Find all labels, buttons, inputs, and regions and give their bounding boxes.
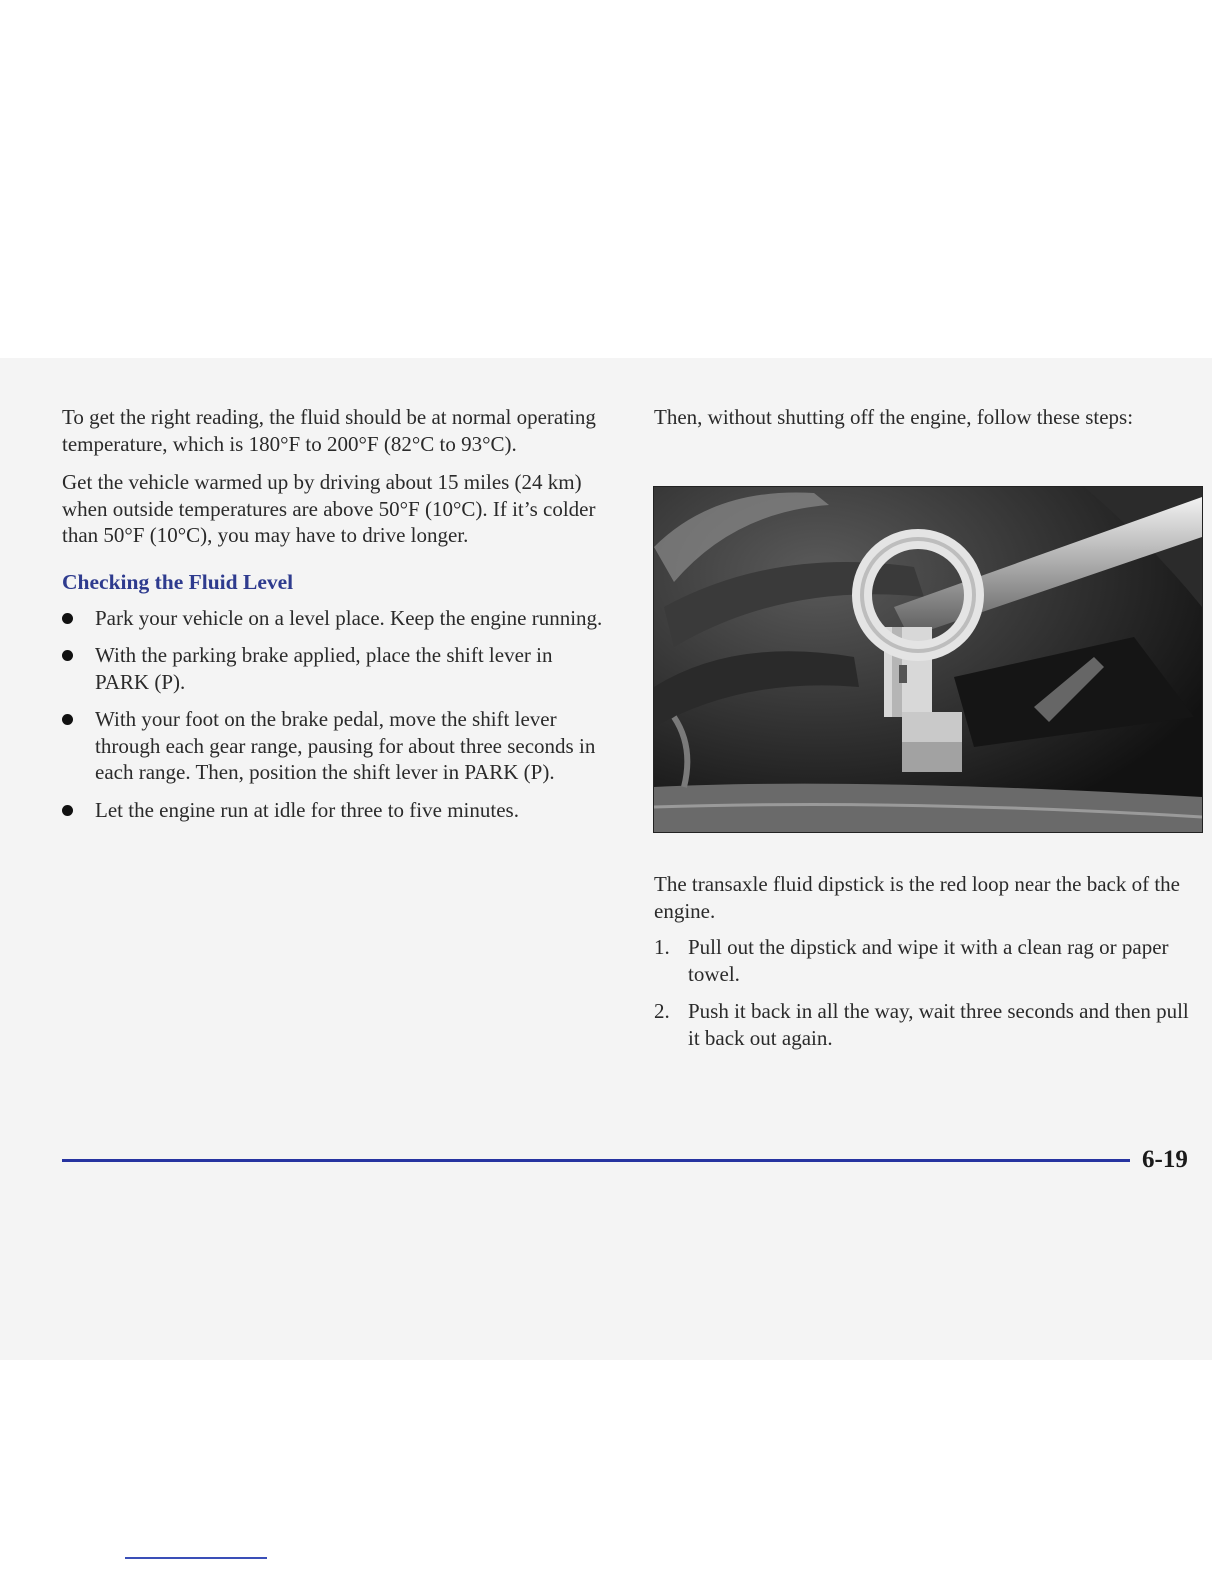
right-column bbox=[654, 404, 1202, 431]
dipstick-steps-list bbox=[654, 934, 1202, 1051]
list-item-text: Pull out the dipstick and wipe it with a clean rag or paper towel. bbox=[688, 935, 1169, 986]
list-item-text: Push it back in all the way, wait three seconds and then pull it back out again. bbox=[688, 999, 1189, 1050]
list-item-text: Let the engine run at idle for three to five minutes. bbox=[95, 797, 519, 822]
list-item-text: With your foot on the brake pedal, move the shift lever through each gear range, pausing for about three seconds in each range. Then, position the shift lever in PARK (P). bbox=[95, 707, 596, 784]
bullet-icon bbox=[62, 805, 73, 816]
step-number: 2. bbox=[654, 999, 670, 1023]
bullet-icon bbox=[62, 650, 73, 661]
list-item bbox=[654, 934, 1202, 987]
bottom-divider bbox=[125, 1557, 267, 1559]
list-item bbox=[654, 998, 1202, 1051]
list-item bbox=[62, 642, 607, 695]
list-item bbox=[62, 605, 607, 632]
step-number: 1. bbox=[654, 935, 670, 959]
page-number: 6-19 bbox=[1142, 1146, 1188, 1173]
footer-rule bbox=[62, 1159, 1130, 1162]
bullet-icon bbox=[62, 714, 73, 725]
checking-steps-list bbox=[62, 605, 607, 824]
photo-caption: The transaxle fluid dipstick is the red loop near the back of the engine. bbox=[654, 872, 1180, 923]
section-heading: Checking the Fluid Level bbox=[62, 569, 294, 594]
left-column bbox=[62, 404, 607, 834]
list-item bbox=[62, 706, 607, 786]
bullet-icon bbox=[62, 613, 73, 624]
list-item bbox=[62, 797, 607, 824]
dipstick-photo bbox=[653, 486, 1203, 833]
right-column-lower bbox=[654, 871, 1202, 1062]
intro-paragraph: Then, without shutting off the engine, follow these steps: bbox=[654, 405, 1134, 429]
list-item-text: Park your vehicle on a level place. Keep the engine running. bbox=[95, 605, 603, 630]
list-item-text: With the parking brake applied, place the shift lever in PARK (P). bbox=[95, 643, 553, 694]
paragraph-warm-up: Get the vehicle warmed up by driving about 15 miles (24 km) when outside temperatures are above 50°F (10°C). If it’s colder than 50°F (10°C), you may have to drive longer. bbox=[62, 470, 596, 547]
dipstick-illustration bbox=[654, 487, 1202, 832]
paragraph-operating-temperature: To get the right reading, the fluid should be at normal operating temperature, which is 180°F to 200°F (82°C to 93°C). bbox=[62, 405, 596, 456]
